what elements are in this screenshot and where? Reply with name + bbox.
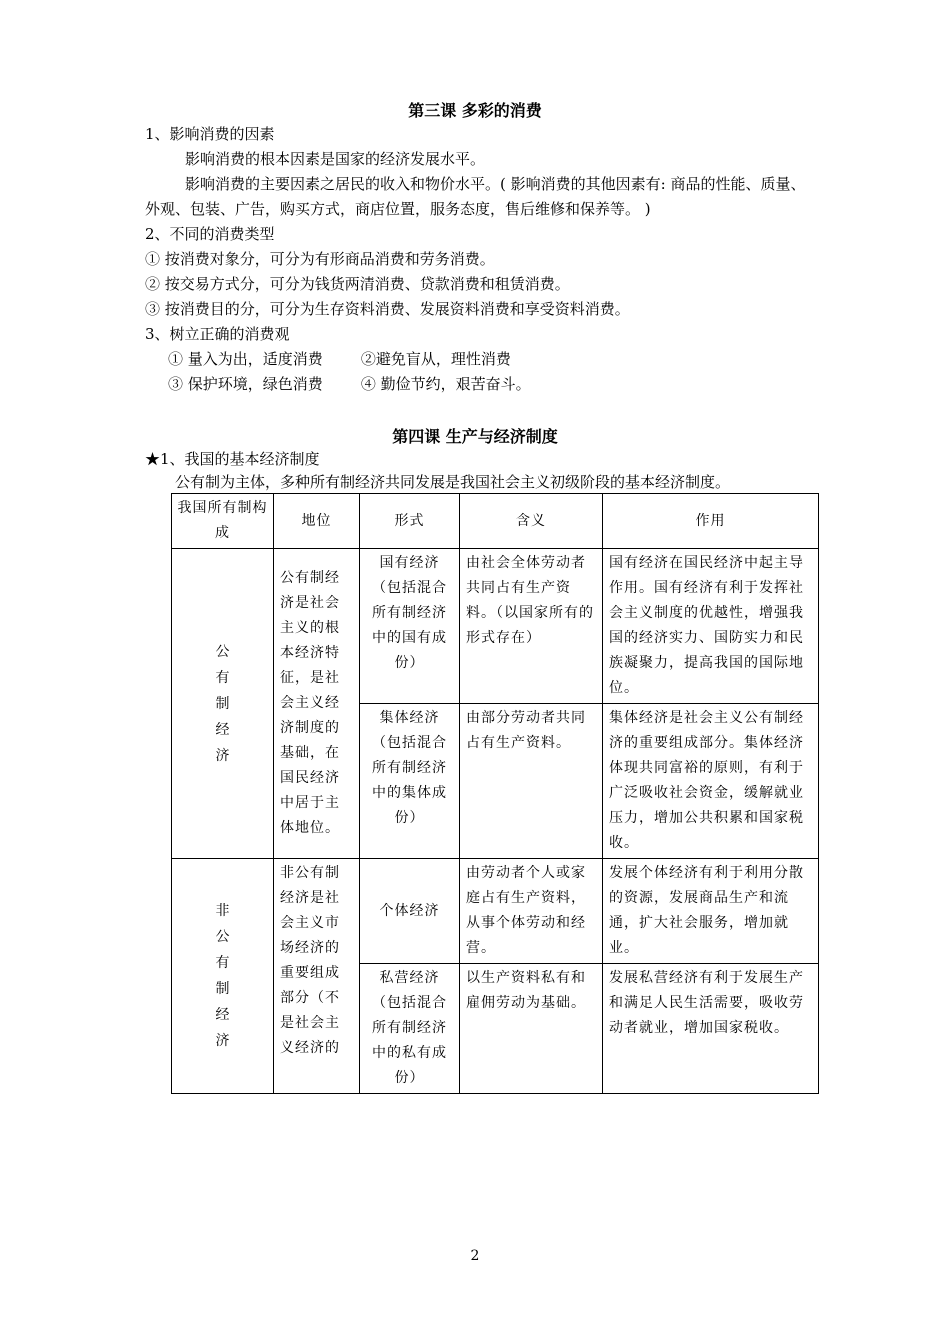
- table-row: [172, 549, 819, 704]
- lesson3-title: 第三课 多彩的消费: [408, 101, 542, 120]
- paragraph: 影响消费的根本因素是国家的经济发展水平。: [185, 150, 486, 168]
- table-header: 作用: [603, 494, 819, 549]
- lesson4-title: 第四课 生产与经济制度: [392, 427, 558, 446]
- nonpublic-economy-label-text: 非公有制经济: [215, 903, 231, 1049]
- section-heading: 3、树立正确的消费观: [145, 325, 290, 343]
- list-item: ① 按消费对象分，可分为有形商品消费和劳务消费。: [145, 250, 495, 268]
- collective-role-cell: 集体经济是社会主义公有制经济的重要组成部分。集体经济体现共同富裕的原则，有利于广泛吸收社会资金，缓解就业压力，增加公共积累和国家税收。: [603, 704, 819, 859]
- table-header: 形式: [360, 494, 460, 549]
- paragraph: 公有制为主体，多种所有制经济共同发展是我国社会主义初级阶段的基本经济制度。: [175, 473, 731, 491]
- list-item: ③ 保护环境，绿色消费 ④ 勤俭节约，艰苦奋斗。: [168, 375, 531, 393]
- private-meaning-cell: 以生产资料私有和雇佣劳动为基础。: [460, 964, 603, 1094]
- collective-form-cell: 集体经济（包括混合所有制经济中的集体成份）: [360, 704, 460, 859]
- nonpublic-status-cell: 非公有制经济是社会主义市场经济的重要组成部分（不是社会主义经济的: [274, 859, 360, 1094]
- list-item: ③ 按消费目的分，可分为生存资料消费、发展资料消费和享受资料消费。: [145, 300, 630, 318]
- table-header: 含义: [460, 494, 603, 549]
- public-status-cell: 公有制经济是社会主义的根本经济特征，是社会主义经济制度的基础，在国民经济中居于主体地位。: [274, 549, 360, 859]
- individual-form-cell: 个体经济: [360, 859, 460, 964]
- individual-role-cell: 发展个体经济有利于利用分散的资源，发展商品生产和流通，扩大社会服务，增加就业。: [603, 859, 819, 964]
- section-heading: 2、不同的消费类型: [145, 225, 275, 243]
- section-heading: 1、影响消费的因素: [145, 125, 275, 143]
- state-meaning-cell: 由社会全体劳动者共同占有生产资料。（以国家所有的形式存在）: [460, 549, 603, 704]
- table-header: 地位: [274, 494, 360, 549]
- collective-meaning-cell: 由部分劳动者共同占有生产资料。: [460, 704, 603, 859]
- list-item: ② 按交易方式分，可分为钱货两清消费、贷款消费和租赁消费。: [145, 275, 570, 293]
- economic-system-table: [171, 493, 819, 1094]
- table-row: [172, 859, 819, 964]
- paragraph: 影响消费的主要因素之居民的收入和物价水平。( 影响消费的其他因素有: 商品的性能、质量、: [185, 175, 806, 193]
- public-economy-label-text: 公有制经济: [215, 643, 231, 764]
- paragraph: 外观、包装、广告，购买方式，商店位置，服务态度，售后维修和保养等。 ): [145, 200, 651, 218]
- state-form-cell: 国有经济（包括混合所有制经济中的国有成份）: [360, 549, 460, 704]
- public-economy-label: [172, 549, 274, 859]
- private-form-cell: 私营经济（包括混合所有制经济中的私有成份）: [360, 964, 460, 1094]
- table-header: 我国所有制构成: [172, 494, 274, 549]
- page-number: 2: [470, 1248, 480, 1264]
- state-role-cell: 国有经济在国民经济中起主导作用。国有经济有利于发挥社会主义制度的优越性，增强我国的经济实力、国防实力和民族凝聚力，提高我国的国际地位。: [603, 549, 819, 704]
- private-role-cell: 发展私营经济有利于发展生产和满足人民生活需要，吸收劳动者就业，增加国家税收。: [603, 964, 819, 1094]
- table-header-row: [172, 494, 819, 549]
- list-item: ① 量入为出，适度消费 ②避免盲从，理性消费: [168, 350, 511, 368]
- nonpublic-economy-label: [172, 859, 274, 1094]
- section-heading: ★1、我国的基本经济制度: [145, 450, 320, 468]
- individual-meaning-cell: 由劳动者个人或家庭占有生产资料，从事个体劳动和经营。: [460, 859, 603, 964]
